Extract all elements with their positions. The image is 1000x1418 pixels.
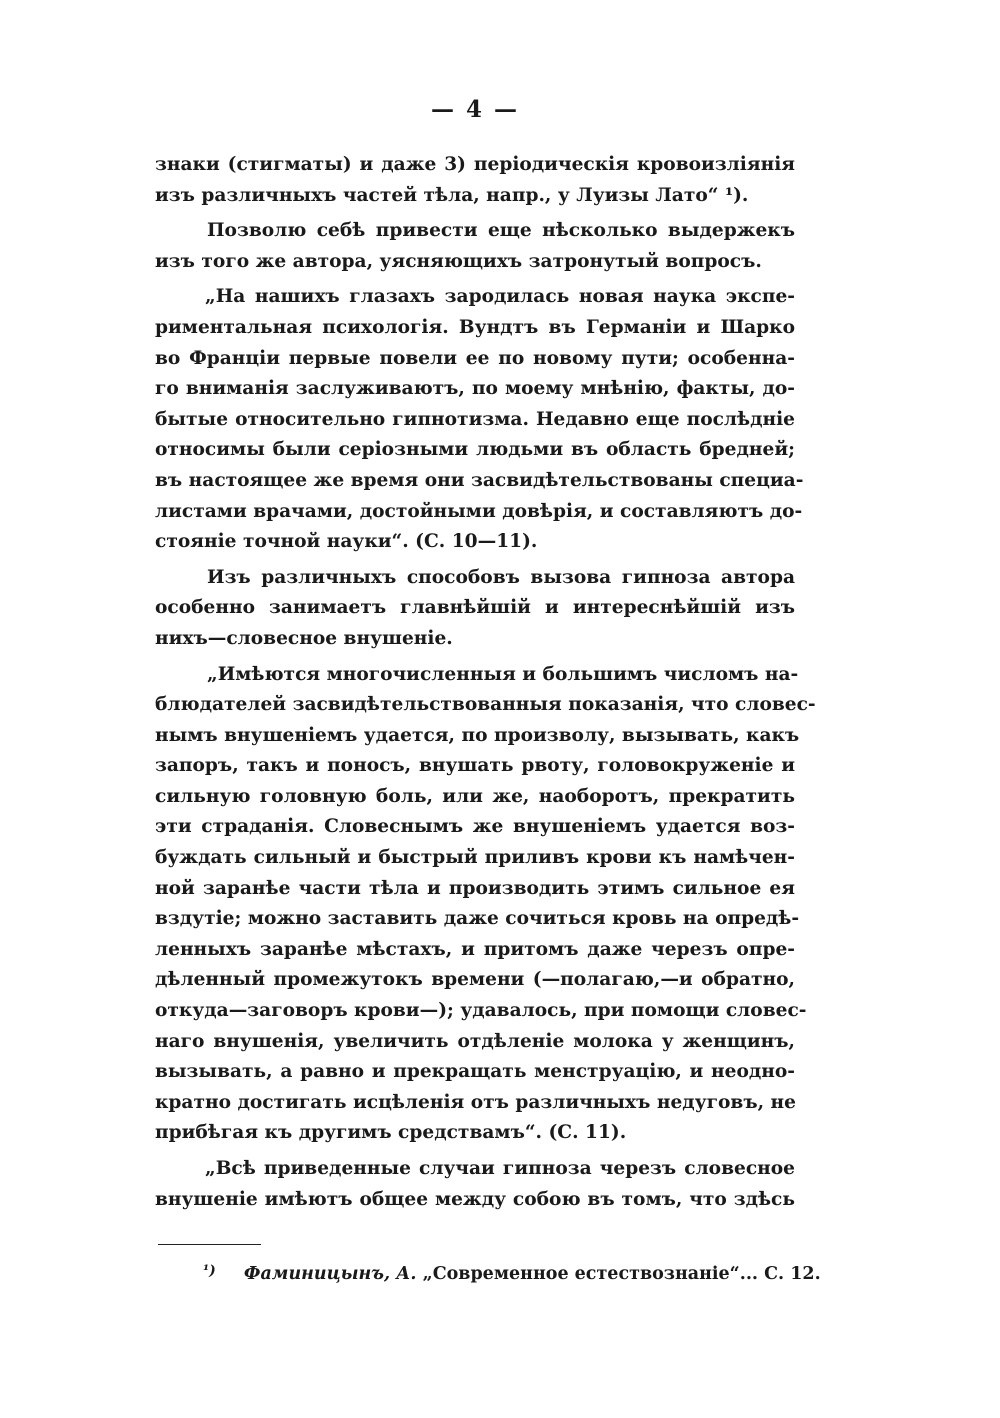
text-line: стояніе точной науки“. (С. 10—11). xyxy=(155,531,538,553)
footnote-divider xyxy=(158,1244,261,1245)
text-line: наго внушенія, увеличить отдѣленіе молока у женщинъ, xyxy=(155,1030,795,1052)
paragraph xyxy=(155,216,795,277)
text-line: запоръ, такъ и поносъ, внушать рвоту, головокруженіе и xyxy=(155,755,795,777)
text-line: особенно занимаетъ главнѣйшій и интереснѣйшій изъ xyxy=(155,597,795,619)
text-line: внушеніе имѣютъ общее между собою въ томъ, что здѣсь xyxy=(155,1188,795,1210)
paragraph xyxy=(155,150,795,211)
text-line: нихъ—словесное внушеніе. xyxy=(155,627,453,649)
text-line: бытые относительно гипнотизма. Недавно еще послѣдніе xyxy=(155,408,795,430)
text-line: дѣленный промежутокъ времени (—полагаю,—и обратно, xyxy=(155,969,795,991)
text-line: прибѣгая къ другимъ средствамъ“. (С. 11). xyxy=(155,1122,627,1144)
text-line: вызывать, а равно и прекращать менструацію, и неодно- xyxy=(155,1061,795,1083)
paragraph xyxy=(155,660,816,1150)
text-line: „Имѣются многочисленныя и большимъ числомъ на- xyxy=(207,663,799,685)
text-line: въ настоящее же время они засвидѣтельствованы специа- xyxy=(155,469,804,491)
text-line: Изъ различныхъ способовъ вызова гипноза автора xyxy=(207,566,795,588)
text-line: листами врачами, достойными довѣрія, и составляютъ до- xyxy=(155,500,803,522)
body-text xyxy=(155,150,816,1215)
text-line: нымъ внушеніемъ удается, по произволу, вызывать, какъ xyxy=(155,724,800,746)
text-line: ленныхъ заранѣе мѣстахъ, и притомъ даже черезъ опре- xyxy=(155,938,795,960)
text-line: „Всѣ приведенные случаи гипноза черезъ словесное xyxy=(205,1158,795,1179)
text-line: изъ того же автора, уясняющихъ затронутый вопросъ. xyxy=(155,250,762,272)
footnote xyxy=(203,1263,821,1284)
text-line: во Франціи первые повели ее по новому пути; особенна- xyxy=(155,347,795,369)
text-line: эти страданія. Словеснымъ же внушеніемъ удается воз- xyxy=(155,816,795,838)
paragraph xyxy=(155,563,795,655)
page-number: — 4 — xyxy=(430,96,520,123)
text-line: риментальная психологія. Вундтъ въ Германіи и Шарко xyxy=(155,316,795,338)
paragraph xyxy=(155,1154,795,1215)
text-line: ной заранѣе части тѣла и производить этимъ сильное ея xyxy=(155,877,795,899)
text-line: изъ различныхъ частей тѣла, напр., у Луизы Лато“ ¹). xyxy=(155,184,749,206)
text-line: кратно достигать исцѣленія отъ различныхъ недуговъ, не xyxy=(155,1091,796,1113)
text-line: относимы были серіозными людьми въ область бредней; xyxy=(155,439,795,461)
text-line: знаки (стигматы) и даже 3) періодическія кровоизліянія xyxy=(155,154,795,175)
text-line: го вниманія заслуживаютъ, по моему мнѣнію, факты, до- xyxy=(155,378,795,400)
text-line: сильную головную боль, или же, наоборотъ, прекратить xyxy=(155,785,795,807)
text-line: буждать сильный и быстрый приливъ крови къ намѣчен- xyxy=(155,847,795,869)
text-line: вздутіе; можно заставить даже сочиться кровь на опредѣ- xyxy=(155,908,800,930)
text-line: откуда—заговоръ крови—); удавалось, при помощи словес- xyxy=(155,1000,807,1022)
footnote-text: „Современное естествознаніе“... С. 12. xyxy=(422,1264,821,1284)
text-line: блюдателей засвидѣтельствованныя показанія, что словес- xyxy=(155,694,816,716)
text-line: Позволю себѣ привести еще нѣсколько выдержекъ xyxy=(207,220,795,242)
footnote-marker: ¹) xyxy=(203,1263,216,1279)
paragraph xyxy=(155,282,804,557)
text-line: „На нашихъ глазахъ зародилась новая наука экспе- xyxy=(205,286,795,308)
footnote-author: Фаминицынъ, А. xyxy=(243,1264,417,1284)
